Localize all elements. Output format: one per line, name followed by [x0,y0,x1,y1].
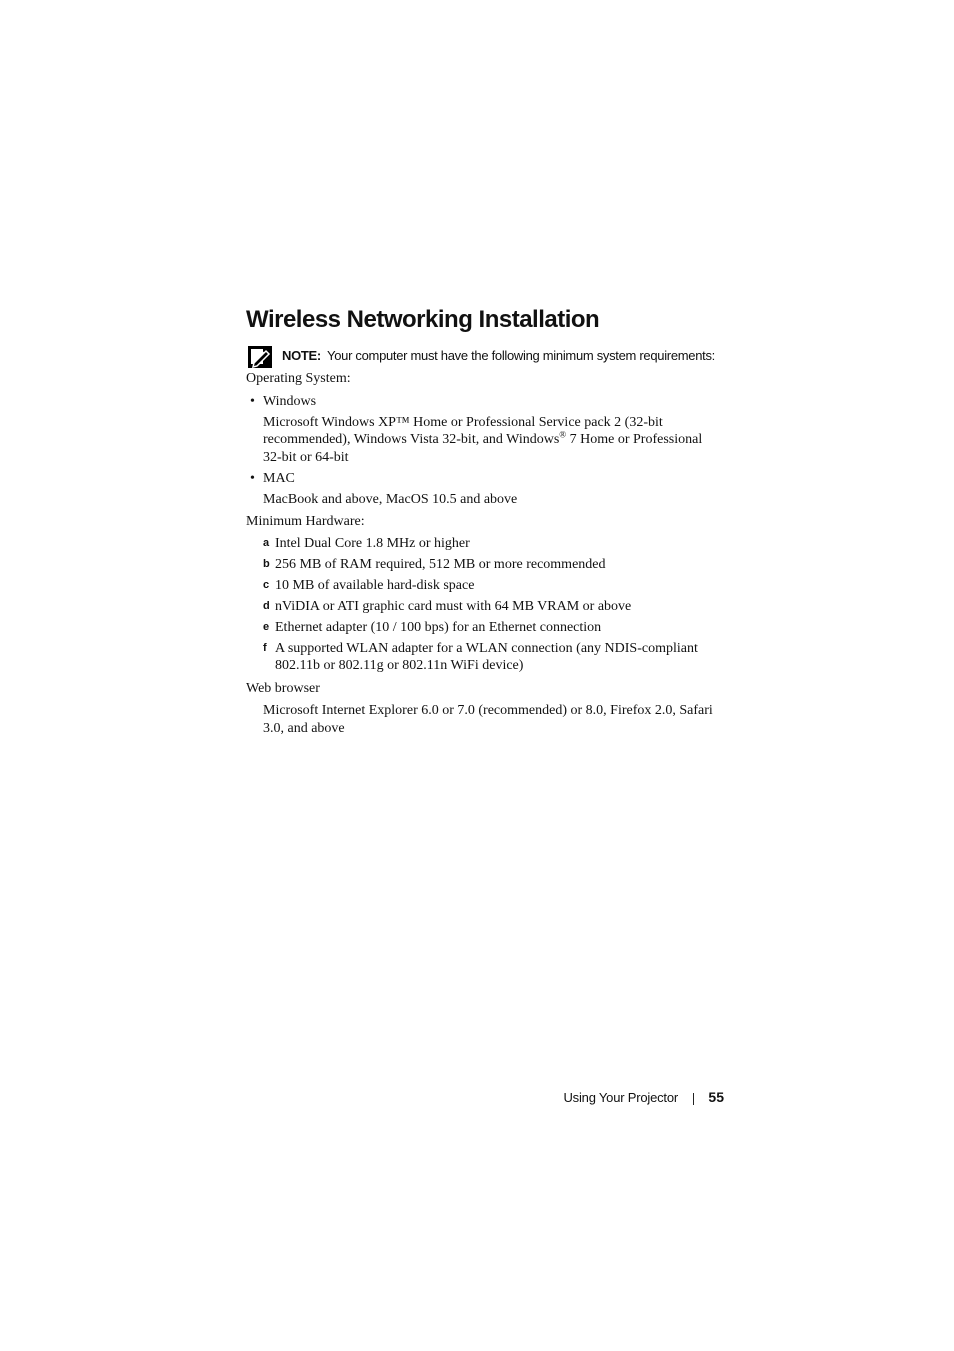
mac-line-1: MacBook and above, MacOS 10.5 and above [263,492,518,507]
page-number: 55 [708,1089,724,1105]
page-title: Wireless Networking Installation [246,306,600,333]
browser-label: Web browser [246,681,320,696]
registered-mark: ® [559,429,567,440]
hw-letter-e: e [263,621,270,633]
note-text [282,348,715,363]
hw-letter-b: b [263,558,270,570]
footer-divider [693,1093,694,1105]
windows-line-3: 32-bit or 64-bit [263,450,349,465]
windows-line-2: recommended), Windows Vista 32-bit, and Windows® 7 Home or Professional [263,429,703,447]
note-body: Your computer must have the following minimum system requirements: [327,348,715,363]
browser-line-2: 3.0, and above [263,721,345,736]
bullet-mac: • [250,471,255,486]
footer-title: Using Your Projector [563,1090,678,1105]
os-windows: Windows [263,394,317,409]
hardware-label: Minimum Hardware: [246,514,365,529]
note-box [248,346,748,368]
windows-line-1: Microsoft Windows XP™ Home or Professional Service pack 2 (32-bit [263,415,663,430]
bullet-windows: • [250,394,255,409]
os-mac: MAC [263,471,295,486]
browser-line-1: Microsoft Internet Explorer 6.0 or 7.0 (recommended) or 8.0, Firefox 2.0, Safari [263,703,713,718]
hw-letter-c: c [263,579,270,591]
os-label: Operating System: [246,371,351,386]
hw-item-d: nViDIA or ATI graphic card must with 64 MB VRAM or above [275,599,632,614]
hw-item-c: 10 MB of available hard-disk space [275,578,475,593]
hw-item-f-line-1: A supported WLAN adapter for a WLAN connection (any NDIS-compliant [275,641,698,656]
hw-item-a: Intel Dual Core 1.8 MHz or higher [275,536,470,551]
page-footer [520,1089,724,1109]
hw-letter-a: a [263,537,270,549]
hw-item-f-line-2: 802.11b or 802.11g or 802.11n WiFi device) [275,658,524,673]
note-label: NOTE: [282,348,321,363]
hw-letter-f: f [263,642,267,654]
note-pencil-icon [248,346,272,368]
hw-item-e: Ethernet adapter (10 / 100 bps) for an Ethernet connection [275,620,602,635]
hw-item-b: 256 MB of RAM required, 512 MB or more recommended [275,557,606,572]
hw-letter-d: d [263,600,270,612]
